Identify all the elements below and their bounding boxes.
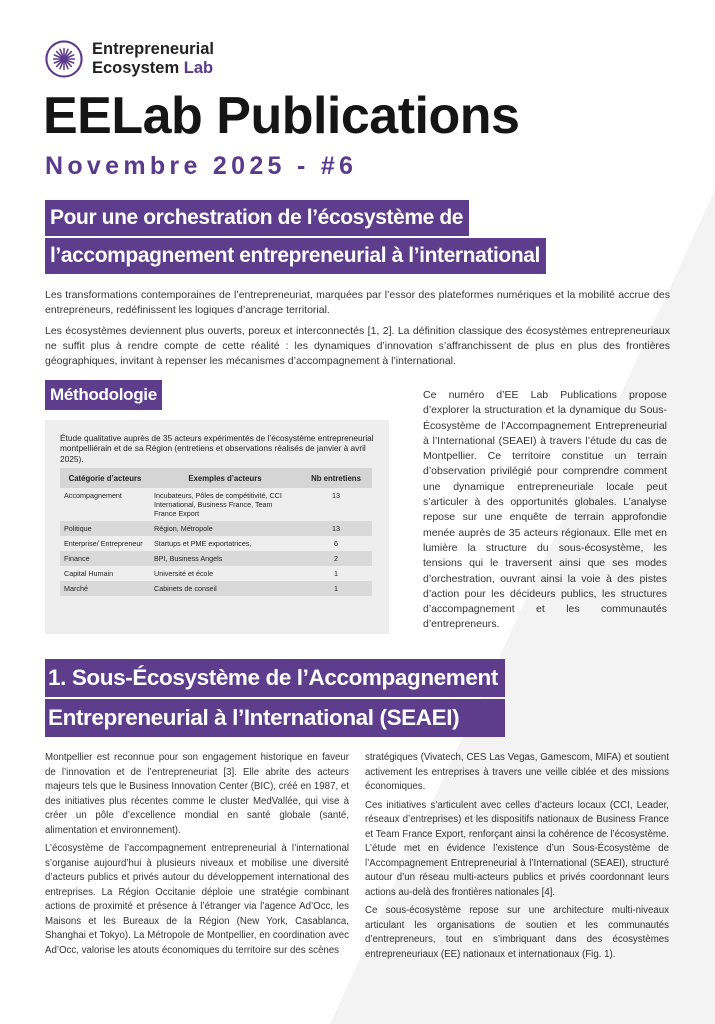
table-header-cell: Nb entretiens	[300, 468, 372, 488]
section-1-paragraph: Ce sous-écosystème repose sur une architecture multi-niveaux articulant les organisations de soutien et les communautés d’entrepreneurs, tout en s’imbriquant dans des écosystèmes entrepreneuriaux (EE) nationaux et internationaux (Fig. 1).	[365, 905, 669, 960]
intro-text	[45, 288, 670, 374]
table-row	[60, 488, 372, 521]
brand-line-1: Entrepreneurial	[92, 40, 214, 58]
main-heading-line-2: l’accompagnement entrepreneurial à l’international	[45, 238, 546, 274]
methodology-heading	[45, 380, 162, 410]
methodology-caption: Étude qualitative auprès de 35 acteurs expérimentés de l’écosystème entrepreneurial montpelliérain et de sa Région (entretiens et observations réalisés de janvier à avril 2025).	[60, 433, 374, 464]
table-cell-count: 13	[332, 491, 340, 500]
table-row	[60, 521, 372, 536]
intro-paragraph-2: Les écosystèmes deviennent plus ouverts, poreux et interconnectés [1, 2]. La définition classique des écosystèmes entrepreneuriaux ne suffit plus à rendre compte de cette réalité : les dynamiques d’innovation s’affranchissent de plus en plus des frontières géographiques, invitant à repenser les mécanismes d’accompagnement à l’international.	[45, 324, 670, 368]
intro-paragraph-1: Les transformations contemporaines de l’entrepreneuriat, marquées par l’essor des plateformes numériques et la mobilité accrue des entrepreneurs, redéfinissent les logiques d’ancrage territorial.	[45, 289, 670, 317]
table-cell-examples: Startups et PME exportatrices,	[154, 539, 252, 548]
issue-summary-text: Ce numéro d’EE Lab Publications propose d’explorer la structuration et la dynamique du Sous-Écosystème de l’Accompagnement Entrepreneurial à l’International (SEAEI) à travers l’étude du cas de Montpellier. Ce territoire constitue un terrain d’observation privilégié pour comprendre comment une dynamique entrepreneuriale locale peut s’articuler à des opportunités globales. L’analyse repose sur une enquête de terrain approfondie menée auprès de 35 acteurs régionaux. Elle met en lumière la structure du sous-écosystème, les tensions qui le traversent ainsi que ses modes d’orchestration, ouvrant ainsi la voie à des pistes d’action pour les décideurs publics, les structures d’accompagnement et les communautés d’entrepreneurs.	[423, 389, 667, 631]
table-cell-count: 1	[300, 581, 372, 596]
page-title: EELab Publications	[43, 87, 520, 145]
brand-word-lab: Lab	[183, 59, 214, 77]
table-cell-category: Politique	[60, 521, 150, 536]
methodology-heading-text: Méthodologie	[45, 380, 162, 410]
section-1-paragraph: Ces initiatives s’articulent avec celles d’acteurs locaux (CCI, Leader, réseaux d’entreprises) et les dispositifs nationaux de Business France et Team France Export, renforçant ainsi la cohérence de l’écosystème. L’étude met en évidence l’existence d’un Sous-Écosystème de l’Accompagnement Entrepreneurial à l’International (SEAEI), structuré autour d’un réseau multi-acteurs publics et privés coordonnant leurs actions au-delà des frontières nationales [4].	[365, 799, 669, 898]
table-header-row	[60, 468, 372, 488]
section-1-right-column	[365, 751, 669, 966]
brand-line-2	[92, 59, 214, 78]
section-1-paragraph: Montpellier est reconnue pour son engagement historique en faveur de l’innovation et de l’entrepreneuriat [3]. Elle abrite des acteurs majeurs tels que le Business Innovation Center (BIC), créé en 1987, et des initiatives plus récentes comme le cluster MedVallée, qui vise à créer un pôle d’excellence mondial en santé globale (santé, alimentation et environnement).	[45, 752, 349, 836]
table-row	[60, 581, 372, 596]
table-cell-count: 6	[334, 539, 338, 548]
table-row	[60, 551, 372, 566]
table-row	[60, 566, 372, 581]
methodology-table	[60, 468, 372, 596]
table-header-cell: Exemples d’acteurs	[150, 468, 300, 488]
main-heading-line-1: Pour une orchestration de l’écosystème de	[45, 200, 469, 236]
brand-word-ecosystem: Ecosystem	[92, 59, 180, 77]
issue-label: Novembre 2025 - #6	[45, 152, 358, 180]
section-1-paragraph: L’écosystème de l’accompagnement entrepreneurial à l’international s’organise aujourd’hui à plusieurs niveaux et mobilise une diversité d’acteurs publics et privés autour du développement international des entreprises. La Région Occitanie déploie une stratégie combinant actions de proximité et présence à l’étranger via l’agence Ad’Occ, les Maisons et les Bureaux de la Région (New York, Casablanca, Shanghai et Tokyo). La Métropole de Montpellier, en coordination avec Ad’Occ, valorise les atouts économiques du territoire sur des scènes	[45, 843, 349, 956]
table-cell-examples: Université et école	[154, 569, 214, 578]
table-cell-examples: BPI, Business Angels	[150, 551, 300, 566]
section-1-paragraph: stratégiques (Vivatech, CES Las Vegas, Gamescom, MIFA) et soutient activement les entreprises à travers une veille ciblée et des missions économiques.	[365, 752, 669, 792]
section-1-heading-line-1: 1. Sous-Écosystème de l’Accompagnement	[45, 659, 505, 697]
main-heading	[45, 200, 546, 274]
section-1-left-column	[45, 751, 349, 958]
brand-name	[92, 40, 214, 78]
sunburst-logo-icon	[45, 40, 83, 78]
table-cell-examples: Cabinets de conseil	[150, 581, 300, 596]
table-cell-category: Accompagnement	[64, 491, 122, 500]
table-cell-count: 1	[334, 569, 338, 578]
table-cell-examples: Région, Métropole	[150, 521, 300, 536]
table-cell-examples: Incubateurs, Pôles de compétitivité, CCI International, Business France, Team France Export	[154, 491, 282, 518]
section-1-heading	[45, 659, 505, 737]
table-cell-category: Capital Humain	[64, 569, 114, 578]
table-header-cell: Catégorie d’acteurs	[60, 468, 150, 488]
section-1-heading-line-2: Entrepreneurial à l’International (SEAEI)	[45, 699, 505, 737]
table-cell-category: Enterprise/ Entrepreneur	[64, 539, 143, 548]
table-cell-count: 2	[300, 551, 372, 566]
table-cell-category: Marché	[60, 581, 150, 596]
brand-logo	[45, 40, 214, 78]
table-row	[60, 536, 372, 551]
table-cell-category: Finance	[60, 551, 150, 566]
methodology-box	[45, 420, 389, 634]
table-cell-count: 13	[300, 521, 372, 536]
